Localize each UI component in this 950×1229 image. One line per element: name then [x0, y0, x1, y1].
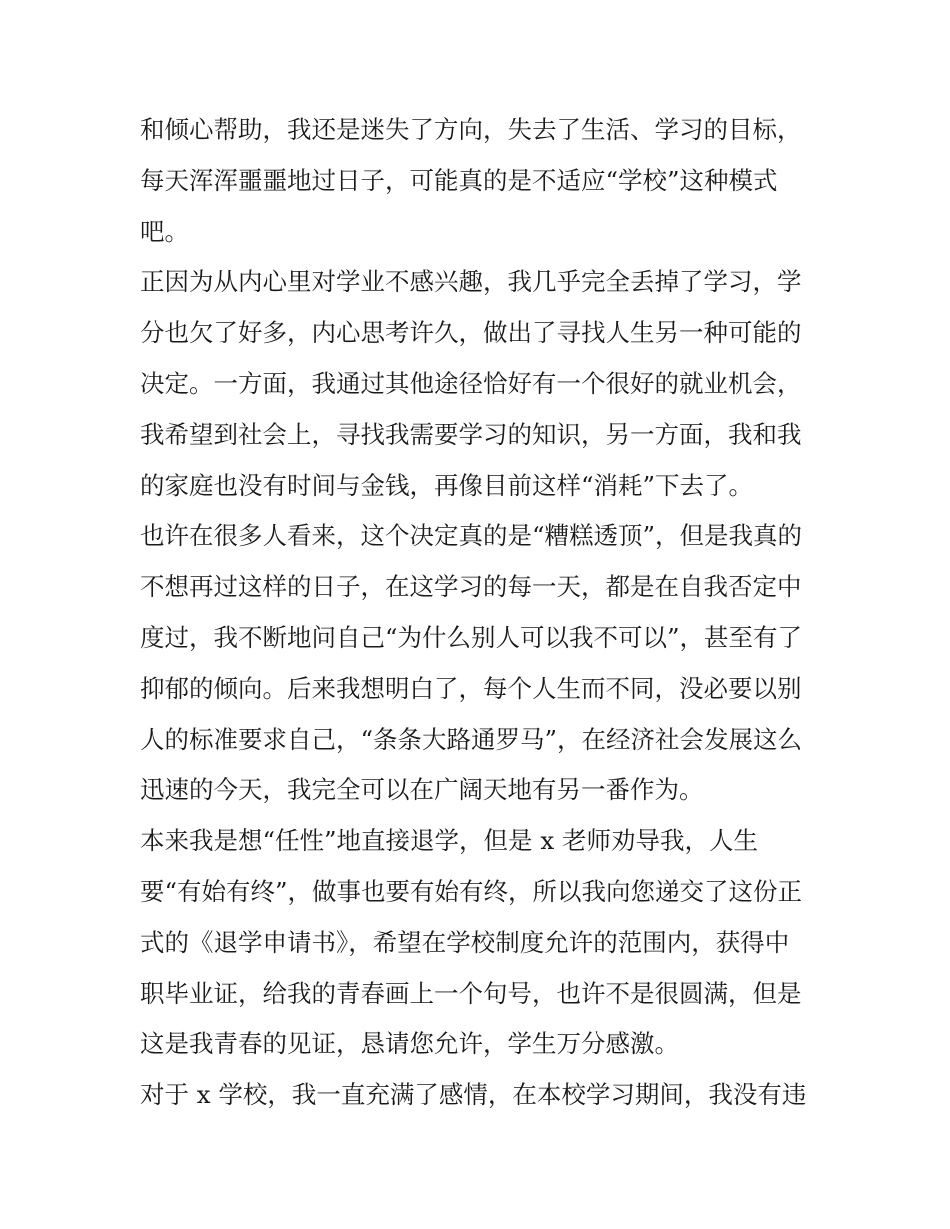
text-line: 这是我青春的见证，恳请您允许，学生万分感激。: [140, 1029, 679, 1059]
text-line: 对于 x 学校，我一直充满了感情，在本校学习期间，我没有违: [140, 1080, 807, 1110]
text-line: 也许在很多人看来，这个决定真的是“糟糕透顶”，但是我真的: [140, 521, 803, 551]
text-line: 的家庭也没有时间与金钱，再像目前这样“消耗”下去了。: [140, 470, 754, 500]
text-line: 不想再过这样的日子，在这学习的每一天，都是在自我否定中: [140, 572, 802, 602]
text-line: 我希望到社会上，寻找我需要学习的知识，另一方面，我和我: [140, 419, 802, 449]
text-line: 和倾心帮助，我还是迷失了方向，失去了生活、学习的目标，: [140, 115, 802, 144]
text-line: 决定。一方面，我通过其他途径恰好有一个很好的就业机会，: [140, 368, 802, 398]
text-line: 每天浑浑噩噩地过日子，可能真的是不适应“学校”这种模式: [140, 165, 778, 195]
text-line: 要“有始有终”，做事也要有始有终，所以我向您递交了这份正: [140, 876, 803, 906]
text-line: 正因为从内心里对学业不感兴趣，我几乎完全丢掉了学习，学: [140, 267, 802, 297]
text-line: 抑郁的倾向。后来我想明白了，每个人生而不同，没必要以别: [140, 673, 802, 703]
text-line: 人的标准要求自己，“条条大路通罗马”，在经济社会发展这么: [140, 724, 803, 754]
text-line: 度过，我不断地问自己“为什么别人可以我不可以”，甚至有了: [140, 622, 803, 652]
letter-body: [140, 105, 830, 1121]
text-line: 吧。: [140, 216, 189, 246]
text-line: 分也欠了好多，内心思考许久，做出了寻找人生另一种可能的: [140, 318, 802, 348]
text-line: 式的《退学申请书》，希望在学校制度允许的范围内，获得中: [140, 927, 790, 957]
text-line: 本来我是想“任性”地直接退学，但是 x 老师劝导我，人生: [140, 826, 758, 856]
text-line: 职毕业证，给我的青春画上一个句号，也许不是很圆满，但是: [140, 978, 802, 1008]
text-line: 迅速的今天，我完全可以在广阔天地有另一番作为。: [140, 775, 704, 805]
